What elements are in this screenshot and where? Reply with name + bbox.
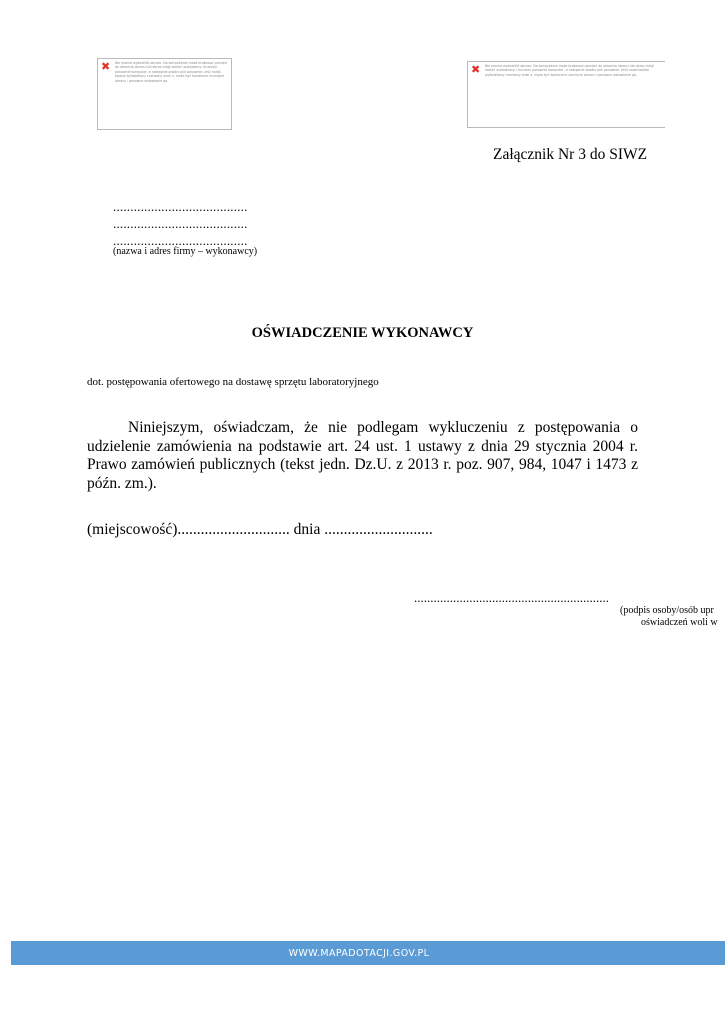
broken-image-left [97,58,232,130]
place-date-line: (miejscowość)............................. dnia ............................ [87,521,433,538]
signature-caption-line-2: oświadczeń woli w [641,617,718,628]
signature-caption-line-1: (podpis osoby/osób upr [620,605,714,616]
footer-url[interactable]: WWW.MAPADOTACJI.GOV.PL [288,947,430,959]
document-title: OŚWIADCZENIE WYKONAWCY [251,325,474,341]
firm-caption: (nazwa i adres firmy – wykonawcy) [113,246,258,257]
statement-paragraph [87,419,638,493]
firm-dots-line: ....................................... [113,199,248,214]
reference-line: dot. postępowania ofertowego na dostawę sprzętu laboratoryjnego [87,376,379,388]
red-x-icon: ✖ [101,60,111,73]
signature-dots: ............................................................ [414,590,609,605]
broken-image-right [467,61,665,128]
statement-text: Niniejszym, oświadczam, że nie podlegam wykluczeniu z postępowania o udzielenie zamówienia na podstawie art. 24 ust. 1 ustawy z dnia 29 stycznia 2004 r. Prawo zamówień publicznych (tekst jedn. Dz.U. z 2013 r. poz. 907, 984, 1047 i 1473 z późn. zm.). [87,419,638,492]
firm-dots-line: ....................................... [113,216,248,231]
red-x-icon: ✖ [471,63,481,76]
footer-bar [11,941,725,965]
firm-dots-line: ....................................... [113,233,248,248]
broken-image-message: Nie można wyświetlić obrazu. Na komputerze może brakować pamięci do otwarcia obrazu lub obraz mógł zostać uszkodzony. Uruchom ponownie komputer, a następnie otwórz plik ponownie. Jeśli nadal będzie wyświetlany czerwony znak x, może być konieczne usunięcie obrazu i ponowne wstawienie go. [485,64,654,77]
broken-image-message: Nie można wyświetlić obrazu. Na komputerze może brakować pamięci do otwarcia obrazu lub obraz mógł zostać uszkodzony. Uruchom ponownie komputer, a następnie otwórz plik ponownie. Jeśli nadal będzie wyświetlany czerwony znak x, może być konieczne usunięcie obrazu i ponowne wstawienie go. [115,61,228,83]
annex-label: Załącznik Nr 3 do SIWZ [493,146,648,163]
